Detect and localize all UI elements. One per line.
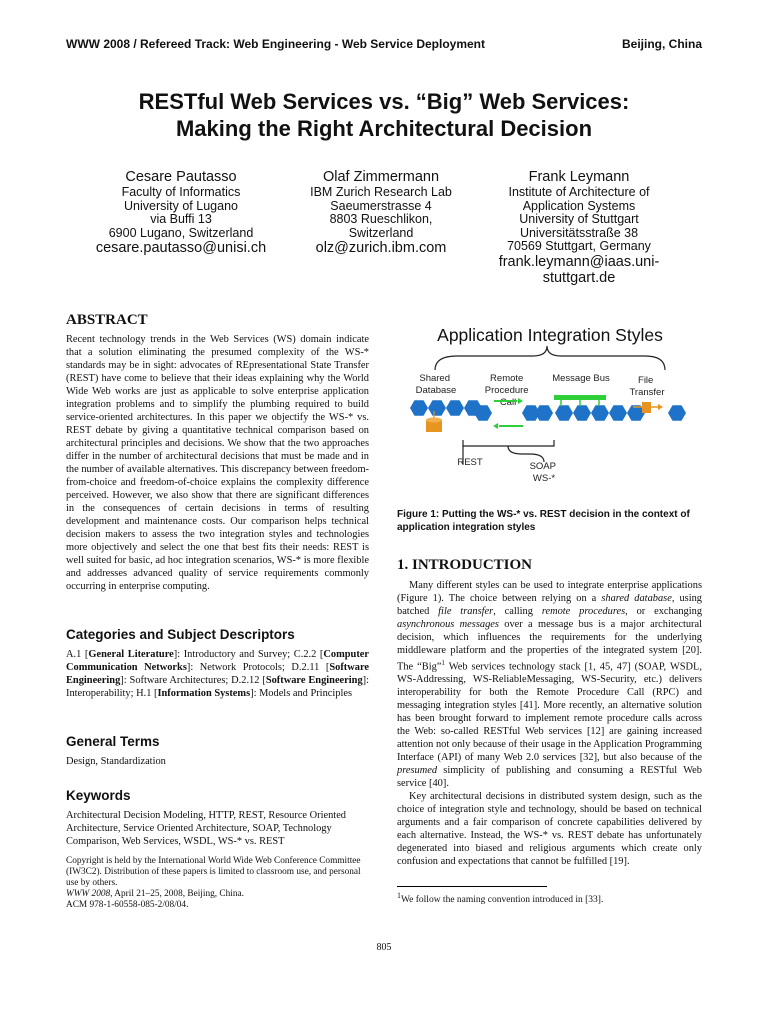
categories-section bbox=[66, 627, 369, 700]
author-name: Olaf Zimmermann bbox=[322, 169, 440, 185]
figure-title: Application Integration Styles bbox=[437, 325, 663, 345]
author-block-2 bbox=[266, 168, 496, 256]
author-affiliation: Institute of Architecture of bbox=[508, 185, 650, 199]
running-header-right: Beijing, China bbox=[621, 37, 702, 51]
category-text: ]: Software Architectures; D.2.12 [ bbox=[120, 675, 266, 686]
category-text: ]: Network Protocols; D.2.11 [ bbox=[186, 662, 330, 673]
author-email[interactable]: cesare.pautasso@unisi.ch bbox=[95, 240, 267, 256]
intro-text: Web services technology stack [1, 45, 47] (SOAP, WSDL, WS-Addressing, WS-ReliableMessaging, WS-Security, etc.) delivers interoperability for both the Remote Procedure Call (RPC) and messaging integration styles [41]. More recently, an alternative solution has been brought forward to implement remote procedure calls across the Web: so-called RESTful Web services [12] are gaining increased attention not only because of their usage in the Application Programming Interface (API) of many Web 2.0 services [32], but also because of the bbox=[397, 661, 702, 764]
acm-line: ACM 978-1-60558-085-2/08/04. bbox=[66, 900, 189, 910]
intro-text: simplicity of publishing and consuming a RESTful Web service [40]. bbox=[397, 765, 702, 790]
figure-caption: Figure 1: Putting the WS-* vs. REST decision in the context of application integration styles bbox=[397, 509, 690, 533]
footnote-text: We follow the naming convention introduced in [33]. bbox=[400, 895, 604, 906]
label-soap: SOAP WS-* bbox=[529, 461, 556, 484]
intro-text: over a message bus is a major architectural decision, which influences the requirements for the underlying middleware platform and the properties of the integrated system [20]. The “Big” bbox=[397, 619, 702, 673]
author-affiliation: via Buffi 13 bbox=[150, 212, 212, 226]
conference-name: WWW 2008, bbox=[66, 889, 113, 899]
category-text: ]: Interoperability; H.1 [ bbox=[66, 675, 369, 699]
keywords-section bbox=[66, 788, 369, 848]
lower-brace bbox=[508, 446, 544, 462]
message-bus-bar bbox=[554, 395, 606, 406]
lower-bracket bbox=[463, 440, 554, 446]
running-header-left: WWW 2008 / Refereed Track: Web Engineering - Web Service Deployment bbox=[66, 37, 486, 51]
application-hexagon bbox=[410, 400, 428, 416]
author-affiliation: 6900 Lugano, Switzerland bbox=[108, 225, 254, 240]
author-name: Frank Leymann bbox=[528, 169, 630, 185]
category-text: A.1 [ bbox=[66, 649, 89, 660]
application-hexagon bbox=[446, 400, 464, 416]
introduction-heading: 1. INTRODUCTION bbox=[397, 557, 533, 573]
application-hexagon bbox=[535, 405, 553, 421]
abstract-heading: ABSTRACT bbox=[66, 312, 148, 328]
category-term: Software Engineering bbox=[66, 662, 369, 686]
paper-title bbox=[0, 88, 768, 142]
intro-paragraph-2: Key architectural decisions in distributed system design, such as the choice of integration style and technology, should be based on technical arguments and a fair comparison of concrete capabilities delivered by each alternative. Instead, the WS-* vs. REST debate has unfortunately degenerated into biased and religious arguments which create only confusion and expectations that cannot be fulfilled [19]. bbox=[397, 791, 702, 868]
copyright-notice bbox=[66, 856, 369, 911]
abstract-text: Recent technology trends in the Web Services (WS) domain indicate that a solution eliminating the presumed complexity of the WS-* standards may be in sight: advocates of REpresentational State Transfer (REST) have come to believe that their ideas explaining why the World Wide Web works are just as applicable to solve enterprise application integration problems and to simplify the plumbing required to build service-oriented architectures. In this paper we objectify the WS-* vs. REST debate by giving a quantitative technical comparison based on architectural principles and decisions. We show that the two approaches differ in the number of architectural decisions that must be made and in the number of available alternatives. This discrepancy between freedom-from-choice and freedom-of-choice explains the complexity difference perceived. However, we also show that there are significant differences in the consequences of certain decisions in terms of resulting development and maintenance costs. Our comparison helps technical decision makers to assess the two integration styles and technologies more objectively and select the one that best fits their needs: REST is well suited for basic, ad hoc integration scenarios, WS-* is more flexible and addresses advanced quality of service requirements commonly occurring in enterprise computing. bbox=[66, 334, 369, 592]
author-affiliation: University of Stuttgart bbox=[519, 212, 639, 226]
author-affiliation: Application Systems bbox=[522, 198, 636, 213]
author-affiliation: IBM Zurich Research Lab bbox=[310, 185, 452, 199]
emphasis: shared database bbox=[601, 593, 672, 604]
emphasis: asynchronous messages bbox=[397, 619, 499, 630]
author-email-cont[interactable]: stuttgart.de bbox=[542, 269, 616, 286]
category-text: ]: Models and Principles bbox=[250, 688, 352, 699]
label-rpc: Remote Procedure Call bbox=[484, 373, 529, 408]
figure-diagram bbox=[397, 318, 702, 498]
intro-paragraph-1 bbox=[397, 579, 702, 790]
top-brace bbox=[435, 346, 665, 370]
author-email[interactable]: olz@zurich.ibm.com bbox=[315, 240, 447, 256]
copyright-text: Copyright is held by the International World Wide Web Conference Committee (IW3C2). Distribution of these papers is limited to classroom use, and personal use by others. bbox=[66, 856, 361, 888]
footnote-rule bbox=[397, 886, 547, 887]
keywords-text: Architectural Decision Modeling, HTTP, REST, Resource Oriented Architecture, Service Oriented Architecture, SOAP, Technology Comparison, Web Services, WSDL, WS-* vs. REST bbox=[66, 810, 346, 847]
label-file-transfer: File Transfer bbox=[629, 375, 665, 398]
introduction-section bbox=[397, 557, 702, 868]
emphasis: presumed bbox=[397, 765, 438, 777]
intro-text: , or exchanging bbox=[625, 606, 703, 617]
categories-text bbox=[66, 648, 369, 700]
author-affiliation: University of Lugano bbox=[124, 198, 238, 213]
keywords-heading: Keywords bbox=[66, 788, 131, 803]
author-affiliation: 8803 Rueschlikon, bbox=[329, 212, 433, 226]
application-hexagon bbox=[668, 405, 686, 421]
category-term: Software Engineering bbox=[265, 675, 363, 686]
emphasis: file transfer bbox=[438, 606, 494, 617]
category-term: Computer Communication Networks bbox=[66, 649, 370, 673]
author-block-1 bbox=[66, 168, 296, 256]
author-affiliation: Universitätsstraße 38 bbox=[519, 225, 639, 240]
author-block-3 bbox=[464, 168, 694, 286]
general-terms-text: Design, Standardization bbox=[66, 756, 166, 767]
label-message-bus: Message Bus bbox=[552, 373, 610, 384]
application-hexagon bbox=[428, 400, 446, 416]
author-affiliation: 70569 Stuttgart, Germany bbox=[507, 239, 651, 253]
figure-1 bbox=[397, 318, 702, 498]
author-email[interactable]: frank.leymann@iaas.uni- bbox=[498, 253, 660, 270]
title-line-1: RESTful Web Services vs. “Big” Web Services: bbox=[138, 89, 630, 114]
label-rest: REST bbox=[457, 457, 483, 468]
application-hexagon bbox=[555, 405, 573, 421]
intro-text: , using batched bbox=[397, 593, 702, 617]
general-terms-heading: General Terms bbox=[66, 734, 160, 749]
categories-heading: Categories and Subject Descriptors bbox=[66, 627, 295, 642]
category-text: ]: Introductory and Survey; C.2.2 [ bbox=[173, 649, 324, 660]
category-term: General Literature bbox=[88, 649, 174, 660]
conference-line bbox=[66, 889, 369, 900]
footnote bbox=[397, 891, 603, 905]
author-affiliation: Faculty of Informatics bbox=[121, 185, 241, 199]
abstract-section bbox=[66, 312, 369, 593]
application-hexagon bbox=[573, 405, 591, 421]
intro-text: Many different styles can be used to integrate enterprise applications (Figure 1). The choice between relying on a bbox=[397, 580, 702, 604]
page-number: 805 bbox=[376, 942, 392, 953]
footnote-mark: 1 bbox=[397, 891, 401, 900]
author-affiliation: Switzerland bbox=[348, 225, 414, 240]
application-hexagon bbox=[609, 405, 627, 421]
title-line-2: Making the Right Architectural Decision bbox=[175, 116, 593, 141]
category-term: Information Systems bbox=[157, 688, 251, 699]
emphasis: remote procedures bbox=[541, 606, 626, 617]
footnote-ref: 1 bbox=[441, 659, 445, 667]
general-terms-section bbox=[66, 734, 369, 768]
conference-details: April 21–25, 2008, Beijing, China. bbox=[112, 889, 244, 899]
label-shared-database: Shared Database bbox=[415, 373, 457, 396]
author-name: Cesare Pautasso bbox=[125, 169, 237, 185]
intro-text: , calling bbox=[493, 606, 542, 617]
author-affiliation: Saeumerstrasse 4 bbox=[330, 198, 432, 213]
application-hexagon bbox=[591, 405, 609, 421]
